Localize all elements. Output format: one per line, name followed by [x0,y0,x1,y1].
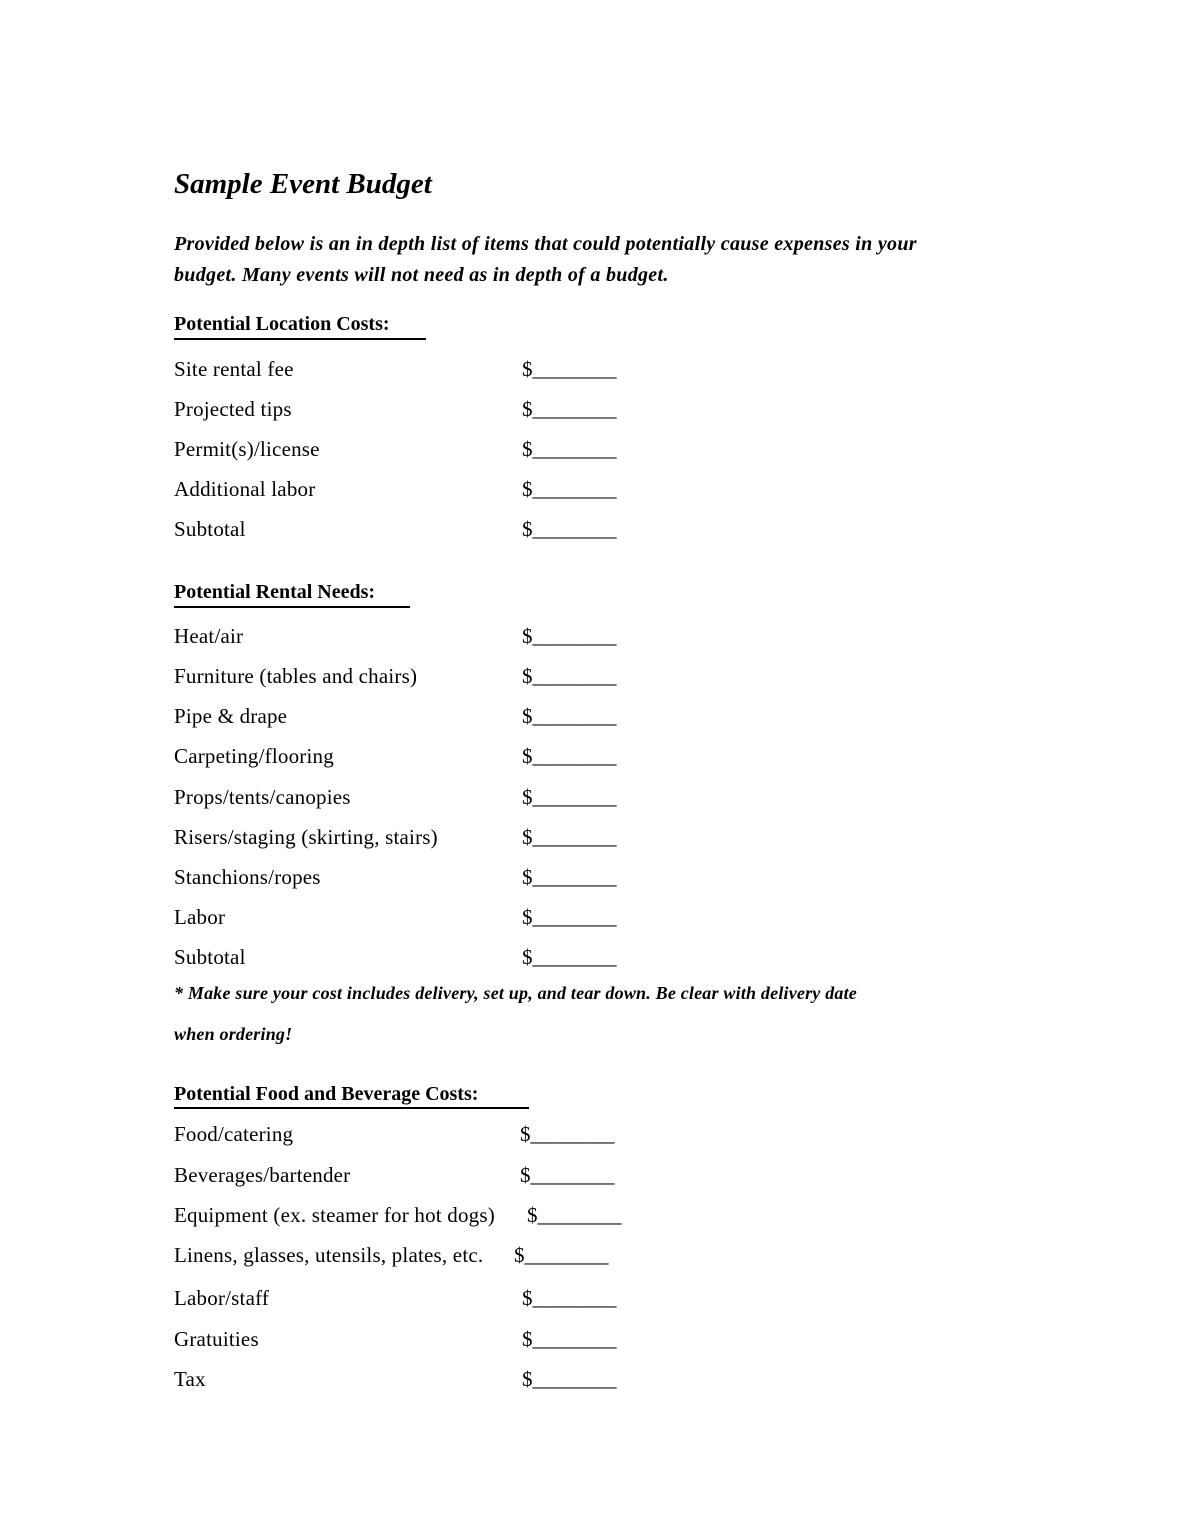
page-title: Sample Event Budget [174,168,432,200]
amount-blank[interactable]: $________ [522,704,617,728]
subtotal-label: Subtotal [174,517,246,541]
amount-blank[interactable]: $________ [520,1122,615,1146]
section-heading-underline [174,606,410,608]
amount-blank[interactable]: $________ [522,357,617,381]
amount-blank[interactable]: $________ [522,905,617,929]
line-item-label: Linens, glasses, utensils, plates, etc. [174,1243,484,1267]
line-item-label: Heat/air [174,624,244,648]
line-item-label: Permit(s)/license [174,437,320,461]
amount-blank[interactable]: $________ [522,825,617,849]
line-item-label: Risers/staging (skirting, stairs) [174,825,438,849]
line-item-label: Stanchions/ropes [174,865,321,889]
line-item-label: Gratuities [174,1327,259,1351]
line-item-label: Site rental fee [174,357,294,381]
amount-blank[interactable]: $________ [522,664,617,688]
amount-blank[interactable]: $________ [522,397,617,421]
line-item-label: Labor/staff [174,1286,270,1310]
subtotal-label: Subtotal [174,945,246,969]
line-item-label: Labor [174,905,226,929]
amount-blank[interactable]: $________ [522,865,617,889]
amount-blank[interactable]: $________ [514,1243,609,1267]
intro-line-1: Provided below is an in depth list of items that could potentially cause expenses in your [174,233,917,255]
line-item-label: Equipment (ex. steamer for hot dogs) [174,1203,495,1227]
amount-blank[interactable]: $________ [522,477,617,501]
line-item-label: Projected tips [174,397,292,421]
line-item-label: Tax [174,1367,206,1391]
line-item-label: Food/catering [174,1122,294,1146]
line-item-label: Additional labor [174,477,316,501]
rental-note-line-1: * Make sure your cost includes delivery, set up, and tear down. Be clear with delivery date [174,983,857,1003]
amount-blank[interactable]: $________ [522,1367,617,1391]
section-heading-food: Potential Food and Beverage Costs: [174,1083,479,1105]
amount-blank[interactable]: $________ [522,624,617,648]
line-item-label: Props/tents/canopies [174,785,351,809]
amount-blank[interactable]: $________ [522,437,617,461]
subtotal-amount-blank[interactable]: $________ [522,945,617,969]
section-heading-underline [174,1107,529,1109]
line-item-label: Beverages/bartender [174,1163,351,1187]
line-item-label: Furniture (tables and chairs) [174,664,418,688]
line-item-label: Carpeting/flooring [174,744,334,768]
amount-blank[interactable]: $________ [520,1163,615,1187]
amount-blank[interactable]: $________ [527,1203,622,1227]
amount-blank[interactable]: $________ [522,1327,617,1351]
amount-blank[interactable]: $________ [522,1286,617,1310]
section-heading-underline [174,338,426,340]
line-item-label: Pipe & drape [174,704,288,728]
amount-blank[interactable]: $________ [522,744,617,768]
rental-note-line-2: when ordering! [174,1024,293,1044]
subtotal-amount-blank[interactable]: $________ [522,517,617,541]
amount-blank[interactable]: $________ [522,785,617,809]
section-heading-location: Potential Location Costs: [174,313,390,335]
section-heading-rental: Potential Rental Needs: [174,581,376,603]
intro-line-2: budget. Many events will not need as in depth of a budget. [174,264,669,286]
